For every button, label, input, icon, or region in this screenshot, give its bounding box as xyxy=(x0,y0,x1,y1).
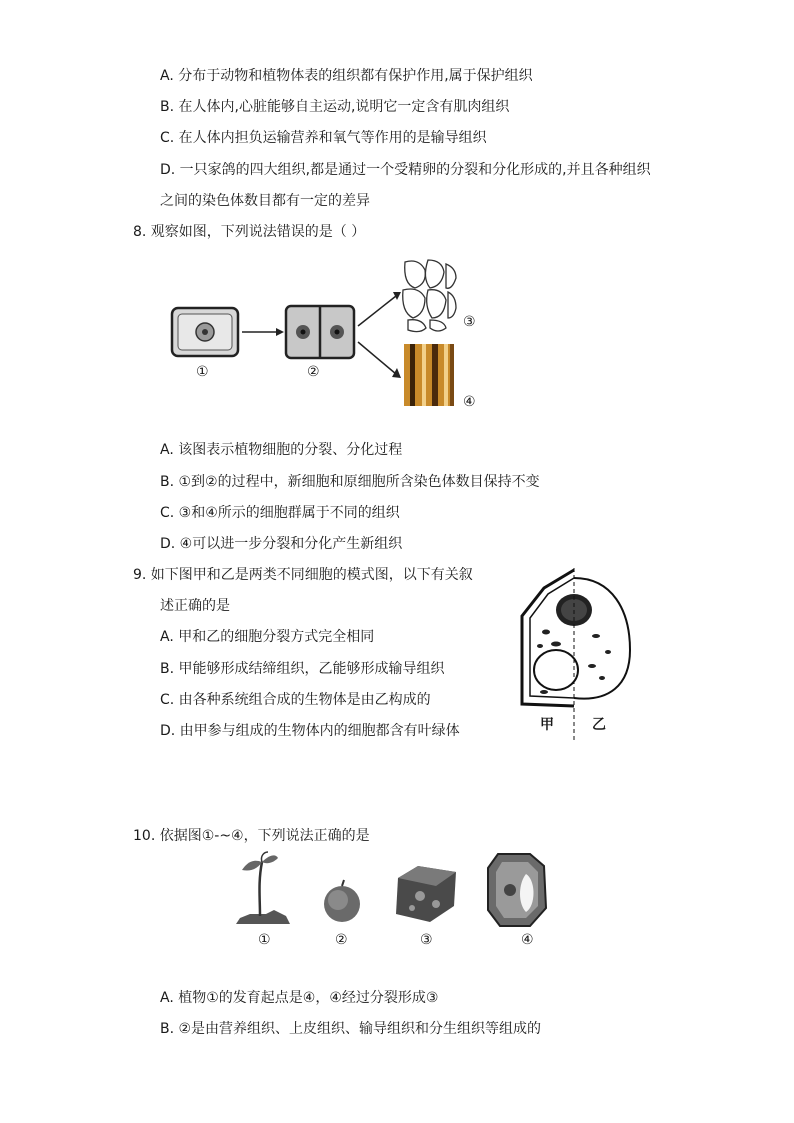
q8-fig-label-4: ④ xyxy=(463,394,476,410)
divided-cells-figure xyxy=(286,306,354,358)
tissue-block-figure xyxy=(396,866,456,922)
q10-fig-label-4: ④ xyxy=(521,932,534,948)
single-cell-figure xyxy=(172,308,238,356)
q9-fig-label-jia: 甲 xyxy=(540,717,554,733)
q9-stem-line1: 9. 如下图甲和乙是两类不同细胞的模式图，以下有关叙 xyxy=(133,567,473,583)
plant-structure-levels-diagram xyxy=(230,848,560,932)
seedling-figure xyxy=(236,852,290,924)
q8-option-b: B. ①到②的过程中，新细胞和原细胞所含染色体数目保持不变 xyxy=(160,474,540,490)
q7-option-b: B. 在人体内,心脏能够自主运动,说明它一定含有肌肉组织 xyxy=(160,99,510,115)
q10-stem: 10. 依据图①-~④，下列说法正确的是 xyxy=(133,828,370,844)
fruit-figure xyxy=(324,880,360,922)
q8-stem: 8. 观察如图，下列说法错误的是（ ） xyxy=(133,224,366,240)
q10-fig-label-1: ① xyxy=(258,932,271,948)
q10-option-b: B. ②是由营养组织、上皮组织、输导组织和分生组织等组成的 xyxy=(160,1021,542,1037)
q9-option-b: B. 甲能够形成结缔组织，乙能够形成输导组织 xyxy=(160,661,445,677)
cell-division-differentiation-diagram xyxy=(160,256,490,416)
q8-option-c: C. ③和④所示的细胞群属于不同的组织 xyxy=(160,505,400,521)
q8-fig-label-1: ① xyxy=(196,364,209,380)
conducting-tissue-figure xyxy=(404,344,454,406)
plant-cell-figure xyxy=(488,854,546,926)
q9-option-c: C. 由各种系统组合成的生物体是由乙构成的 xyxy=(160,692,431,708)
parenchyma-tissue-figure xyxy=(403,260,456,332)
q8-option-d: D. ④可以进一步分裂和分化产生新组织 xyxy=(160,536,403,552)
plant-animal-cell-comparison-diagram xyxy=(516,566,640,742)
q8-fig-label-2: ② xyxy=(307,364,320,380)
q10-fig-label-2: ② xyxy=(335,932,348,948)
q8-fig-label-3: ③ xyxy=(463,314,476,330)
q10-option-a: A. 植物①的发育起点是④，④经过分裂形成③ xyxy=(160,990,439,1006)
q8-option-a: A. 该图表示植物细胞的分裂、分化过程 xyxy=(160,442,403,458)
q7-option-d: D. 一只家鸽的四大组织,都是通过一个受精卵的分裂和分化形成的,并且各种组织 xyxy=(160,162,651,178)
q7-option-c: C. 在人体内担负运输营养和氧气等作用的是输导组织 xyxy=(160,130,487,146)
q9-option-a: A. 甲和乙的细胞分裂方式完全相同 xyxy=(160,629,375,645)
q9-option-d: D. 由甲参与组成的生物体内的细胞都含有叶绿体 xyxy=(160,723,460,739)
q7-option-a: A. 分布于动物和植物体表的组织都有保护作用,属于保护组织 xyxy=(160,68,533,84)
q7-option-d-continuation: 之间的染色体数目都有一定的差异 xyxy=(160,193,370,209)
q9-stem-line2: 述正确的是 xyxy=(160,598,230,614)
q10-fig-label-3: ③ xyxy=(420,932,433,948)
q9-fig-label-yi: 乙 xyxy=(592,717,606,733)
